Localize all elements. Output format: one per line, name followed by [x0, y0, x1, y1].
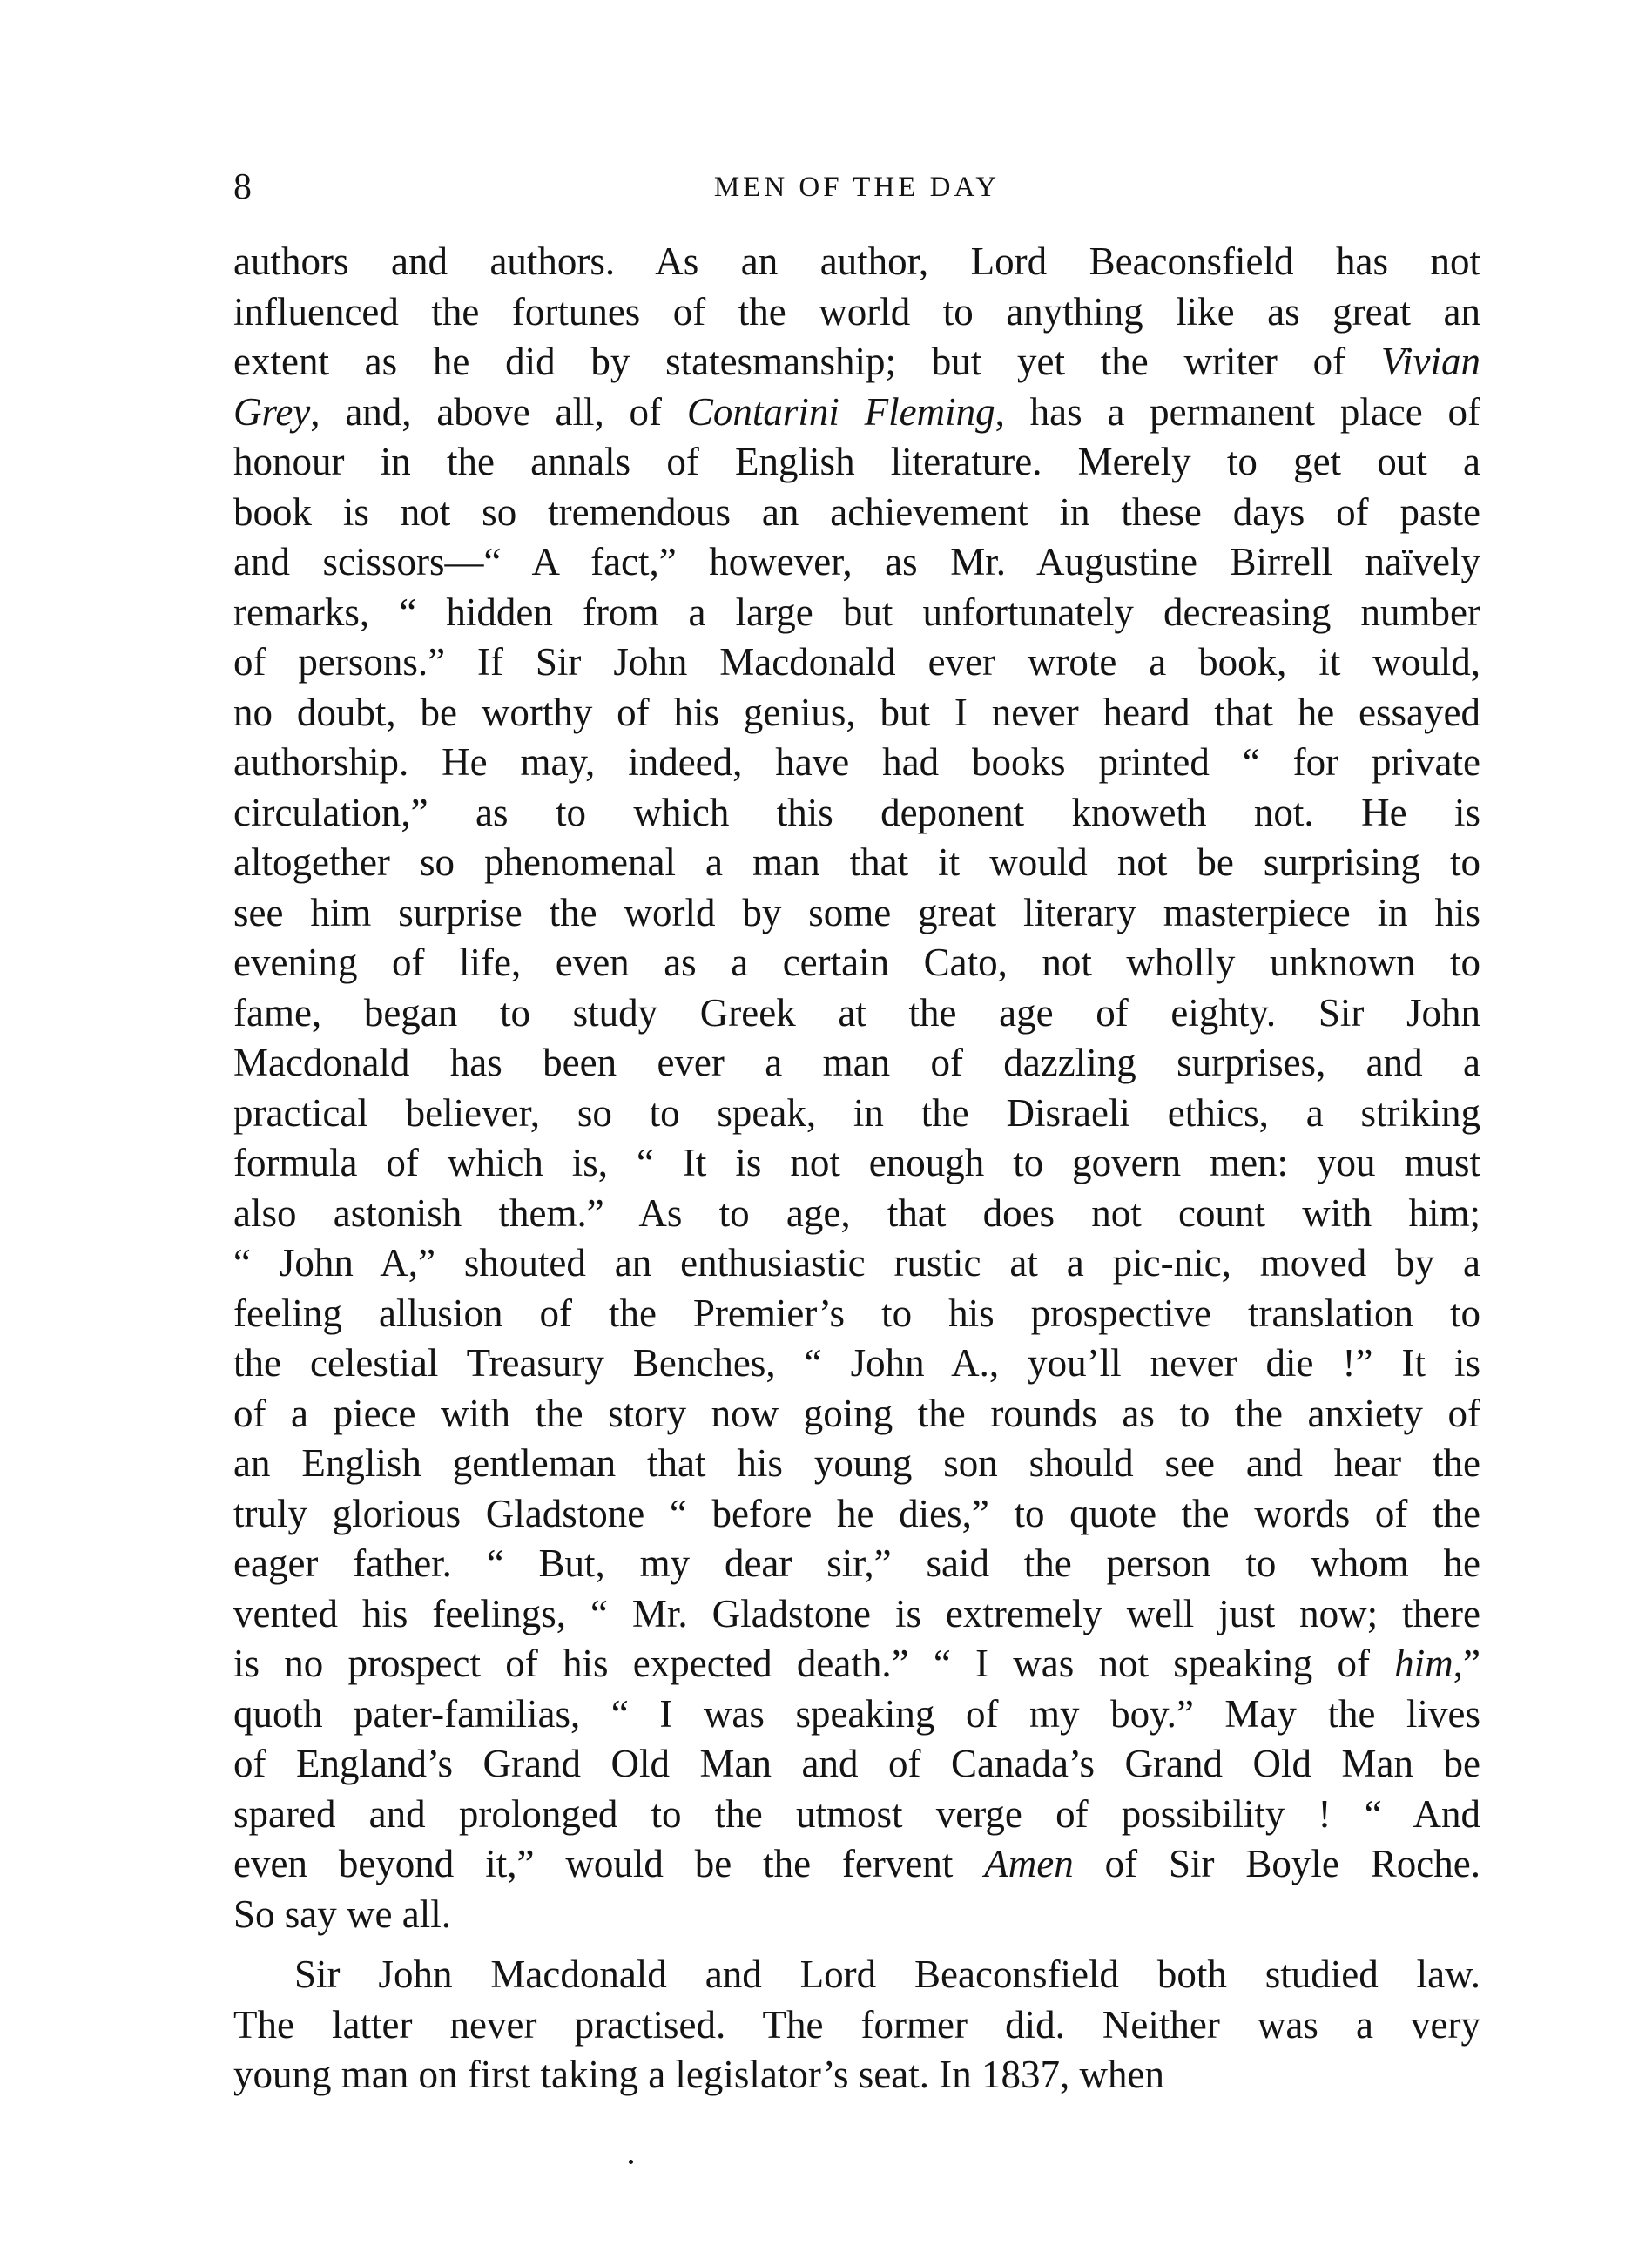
text-line: [233, 1038, 1480, 1089]
text-line: [233, 1389, 1480, 1440]
text-run: also astonish them.” As to age, that does not count with him;: [233, 1190, 1480, 1235]
text-run: an English gentleman that his young son should see and hear the: [233, 1441, 1480, 1485]
italic-text: Grey: [233, 389, 311, 434]
text-run: altogether so phenomenal a man that it would not be surprising to: [233, 840, 1480, 884]
italic-text: Contarini Fleming: [686, 389, 995, 434]
running-head: [233, 161, 1480, 213]
body-text: [233, 237, 1480, 2101]
text-run: see him surprise the world by some great literary masterpiece in his: [233, 890, 1480, 934]
text-line: [233, 1950, 1480, 2000]
text-run: no doubt, be worthy of his genius, but I never heard that he essayed: [233, 690, 1480, 734]
paragraph: [233, 1950, 1480, 2101]
text-run: “ John A,” shouted an enthusiastic rustic at a pic-nic, moved by a: [233, 1241, 1480, 1285]
text-line: [233, 488, 1480, 538]
text-run: of England’s Grand Old Man and of Canada’s Grand Old Man be: [233, 1742, 1480, 1785]
text-run: is no prospect of his expected death.” “ I was not speaking of: [233, 1642, 1395, 1685]
text-run: of persons.” If Sir John Macdonald ever wrote a book, it would,: [233, 640, 1480, 684]
text-run: and scissors—“ A fact,” however, as Mr. Augustine Birrell naïvely: [233, 540, 1480, 583]
text-run: circulation,” as to which this deponent knoweth not. He is: [233, 790, 1480, 834]
text-run: evening of life, even as a certain Cato, not wholly unknown to: [233, 941, 1480, 984]
text-line: [233, 1138, 1480, 1189]
text-line: [233, 237, 1480, 287]
text-run: Sir John Macdonald and Lord Beaconsfield both studied law.: [294, 1952, 1480, 1996]
text-line: [233, 1739, 1480, 1790]
text-line: [233, 1790, 1480, 1840]
text-line: [233, 637, 1480, 688]
text-run: The latter never practised. The former did. Neither was a very: [233, 2002, 1480, 2047]
text-run: , and, above all, of: [310, 389, 687, 434]
text-line: [233, 1839, 1480, 1890]
text-run: Macdonald has been ever a man of dazzling surprises, and a: [233, 1041, 1480, 1084]
text-line: [233, 838, 1480, 888]
text-run: remarks, “ hidden from a large but unfortunately decreasing number: [233, 590, 1480, 634]
text-line: [233, 938, 1480, 988]
text-line: [233, 588, 1480, 638]
text-line: [233, 537, 1480, 588]
text-line: [233, 1639, 1480, 1689]
text-line: [233, 1339, 1480, 1389]
text-run: quoth pater-familias, “ I was speaking of my boy.” May the lives: [233, 1691, 1480, 1736]
running-title: MEN OF THE DAY: [713, 172, 1001, 203]
italic-text: Vivian: [1380, 340, 1480, 383]
text-run: even beyond it,” would be the fervent: [233, 1842, 985, 1885]
text-run: practical believer, so to speak, in the Disraeli ethics, a striking: [233, 1090, 1480, 1135]
ink-speck: [629, 2160, 633, 2164]
text-line: [233, 1289, 1480, 1339]
text-run: honour in the annals of English literature. Merely to get out a: [233, 440, 1480, 483]
text-line: [233, 437, 1480, 488]
text-line: [233, 337, 1480, 388]
text-run: of Sir Boyle Roche.: [1073, 1842, 1480, 1885]
italic-text: him: [1394, 1642, 1453, 1685]
italic-text: Amen: [984, 1842, 1074, 1885]
text-line: [233, 1689, 1480, 1740]
text-run: feeling allusion of the Premier’s to his prospective translation to: [233, 1291, 1480, 1335]
text-line: [233, 2050, 1480, 2101]
text-run: authorship. He may, indeed, have had books printed “ for private: [233, 740, 1480, 784]
page-number: 8: [233, 167, 252, 207]
text-run: of a piece with the story now going the rounds as to the anxiety of: [233, 1391, 1480, 1435]
text-line: [233, 888, 1480, 939]
text-run: book is not so tremendous an achievement in these days of paste: [233, 489, 1480, 534]
text-line: [233, 287, 1480, 338]
text-line: [233, 1189, 1480, 1239]
text-line: [233, 1439, 1480, 1489]
text-run: extent as he did by statesmanship; but yet the writer of: [233, 340, 1381, 383]
text-line: [233, 1238, 1480, 1289]
text-line: [233, 988, 1480, 1039]
text-line: [233, 1539, 1480, 1589]
text-run: formula of which is, “ It is not enough to govern men: you must: [233, 1141, 1480, 1184]
text-line: [233, 2000, 1480, 2051]
text-line: [233, 788, 1480, 839]
text-run: , has a permanent place of: [995, 389, 1480, 434]
text-line: [233, 1589, 1480, 1640]
text-run: So say we all.: [233, 1892, 451, 1936]
text-run: fame, began to study Greek at the age of eighty. Sir John: [233, 990, 1480, 1035]
text-line: [233, 1890, 1480, 1940]
text-line: [233, 688, 1480, 738]
text-run: the celestial Treasury Benches, “ John A., you’ll never die !” It is: [233, 1341, 1480, 1385]
paragraph: [233, 237, 1480, 1939]
text-run: truly glorious Gladstone “ before he dies,” to quote the words of the: [233, 1491, 1480, 1535]
text-run: authors and authors. As an author, Lord Beaconsfield has not: [233, 239, 1480, 283]
text-run: vented his feelings, “ Mr. Gladstone is extremely well just now; there: [233, 1591, 1480, 1635]
text-run: spared and prolonged to the utmost verge of possibility ! “ And: [233, 1791, 1480, 1836]
text-run: ,”: [1453, 1642, 1480, 1685]
text-run: young man on first taking a legislator’s seat. In 1837, when: [233, 2053, 1164, 2096]
text-run: eager father. “ But, my dear sir,” said the person to whom he: [233, 1541, 1480, 1585]
text-run: influenced the fortunes of the world to anything like as great an: [233, 289, 1480, 334]
text-line: [233, 1089, 1480, 1139]
text-line: [233, 388, 1480, 438]
text-line: [233, 738, 1480, 788]
paragraph-gap: [233, 1939, 1480, 1950]
text-line: [233, 1489, 1480, 1540]
